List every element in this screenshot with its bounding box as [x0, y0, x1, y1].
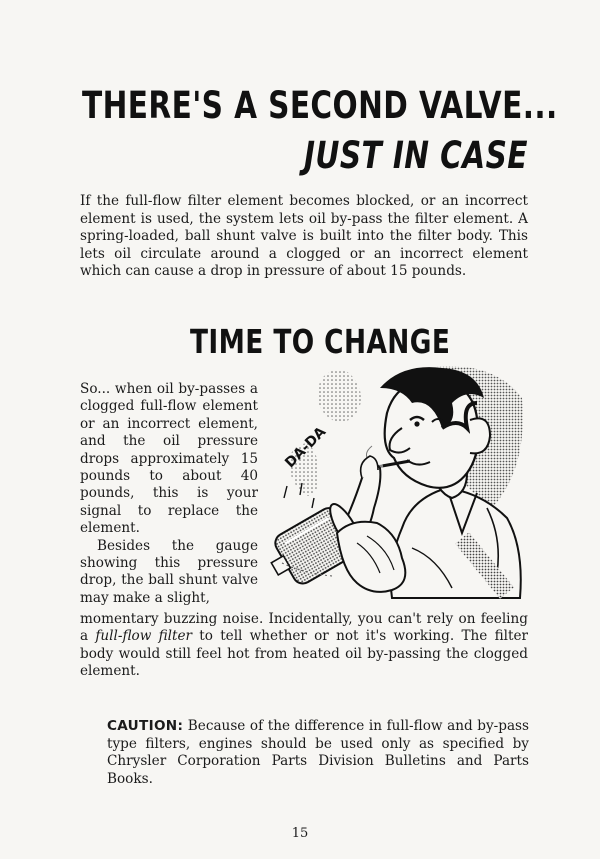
- caution-text: Because of the difference in full-flow and by-pass type filters, engines should be used only as specified by Chrysler Corporation Parts Division Bulletins and Parts Books.: [107, 718, 529, 787]
- continuation-text-a: momentary buzzing noise. Incidentally, you can't rely on feeling a: [80, 611, 528, 645]
- continuation-text-b: to tell whether or not it's working. The filter body would still feel hot from heated oil by-passing the clogged element.: [80, 628, 529, 680]
- section-paragraph-1: So... when oil by-passes a clogged full-flow element or an incorrect element, and the oil pressure drops approximately 15 pounds to about 40 pounds, this is your signal to replace the element.: [80, 381, 258, 537]
- illustration-caption: DA-DA: [282, 424, 330, 472]
- section-column-text: [80, 381, 258, 607]
- section-paragraph-2: Besides the gauge showing this pressure drop, the ball shunt valve may make a slight,: [80, 537, 258, 606]
- mechanic-cartoon-illustration: [262, 358, 528, 610]
- headline-line-2: JUST IN CASE: [304, 134, 528, 177]
- section-continuation: [80, 611, 528, 681]
- continuation-emphasis: full-flow filter: [95, 628, 193, 645]
- intro-paragraph: If the full-flow filter element becomes blocked, or an incorrect element is used, the system lets oil by-pass the filter element. A spring-loaded, ball shunt valve is built into the filter body. This lets oil circulate around a clogged or an incorrect element which can cause a drop in pressure of about 15 pounds.: [80, 193, 528, 280]
- caution-note: [107, 718, 529, 788]
- page-number: 15: [291, 826, 309, 841]
- headline-line-1: THERE'S A SECOND VALVE...: [82, 84, 558, 127]
- section-title: TIME TO CHANGE: [190, 322, 451, 361]
- caution-label: CAUTION:: [107, 718, 184, 734]
